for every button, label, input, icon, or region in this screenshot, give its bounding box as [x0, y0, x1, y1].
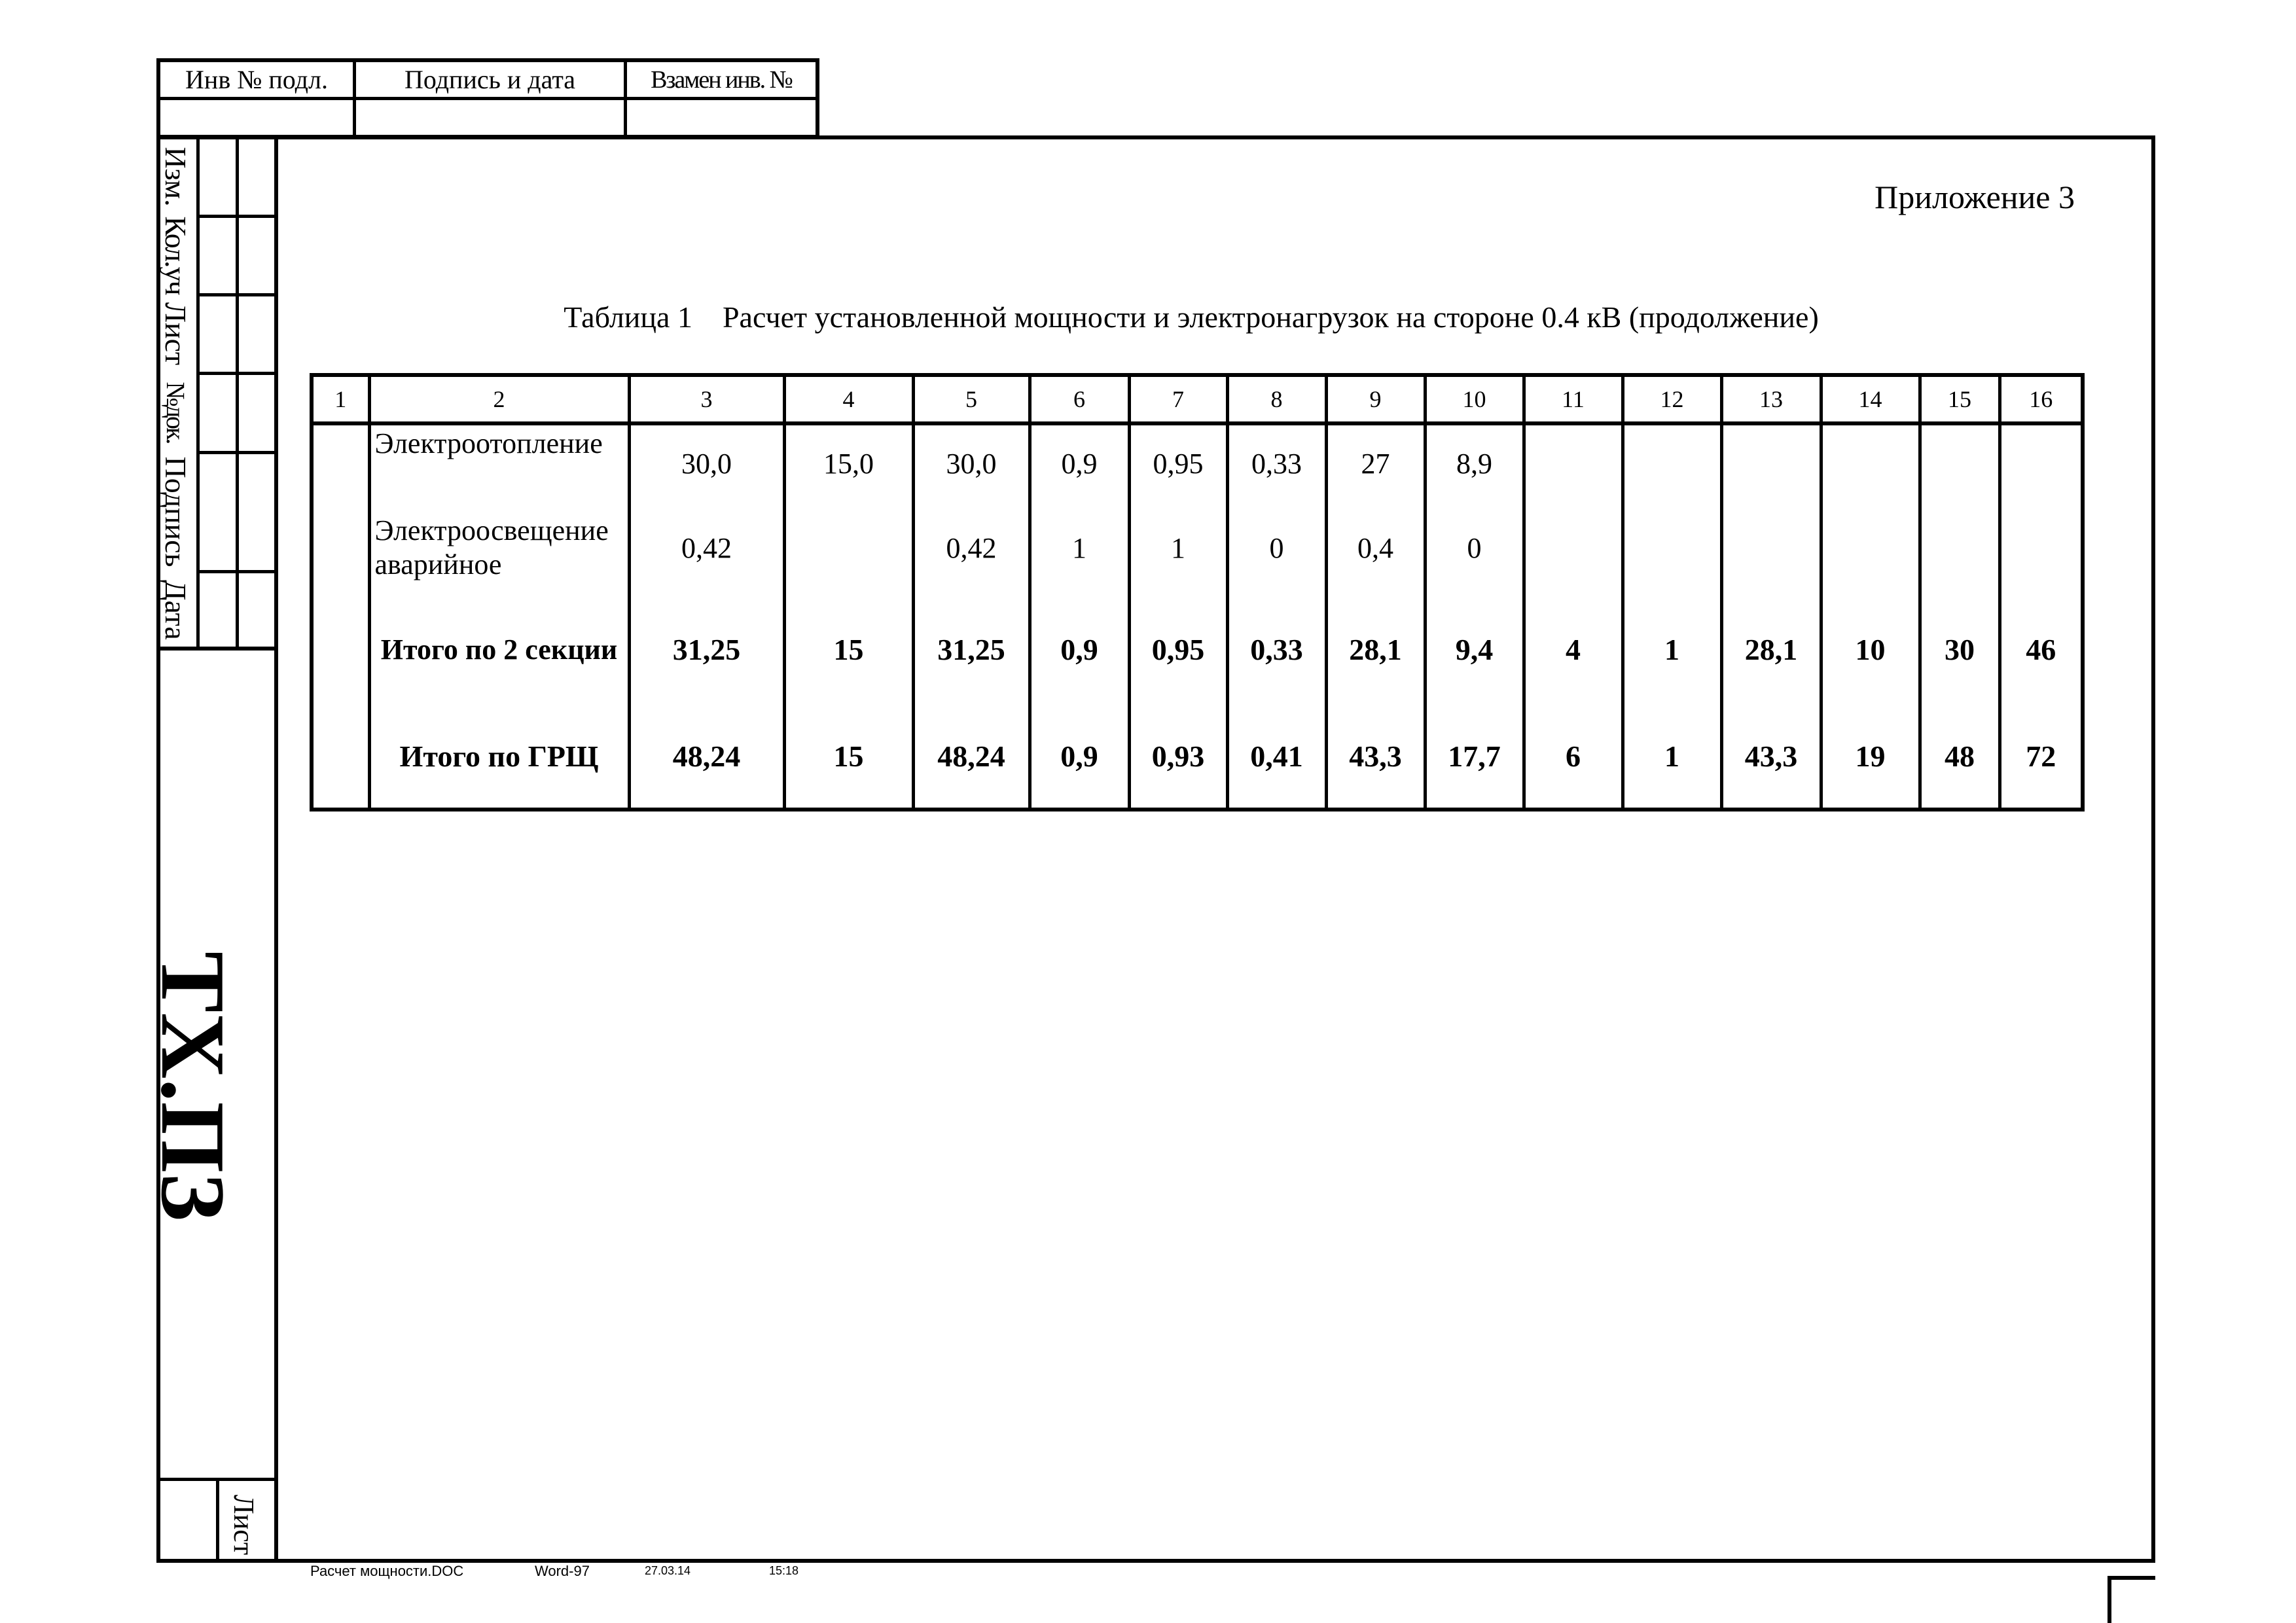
power-calc-table: [310, 373, 2085, 812]
table-cell: 27: [1326, 423, 1425, 502]
sheet-number-label: Лист: [228, 1494, 260, 1556]
table-cell: 0,95: [1129, 423, 1227, 502]
table-cell: 1: [1030, 502, 1129, 594]
table-cell: 0: [1425, 502, 1524, 594]
table-cell: 15: [784, 594, 913, 705]
row-label: Итого по ГРЩ: [369, 705, 629, 810]
footer-date: 27.03.14: [645, 1564, 691, 1577]
side-label-list: Лист: [159, 302, 193, 366]
table-cell: [784, 502, 913, 594]
doc-code: ТХ.ПЗ: [142, 951, 244, 1222]
table-cell: [2000, 423, 2083, 502]
table-cell: 30,0: [629, 423, 784, 502]
header-cell: 6: [1030, 375, 1129, 423]
table-cell: [1524, 423, 1623, 502]
table-cell: 1: [1623, 705, 1721, 810]
table-row: [312, 423, 2083, 502]
header-cell: 8: [1227, 375, 1326, 423]
table-cell: 19: [1821, 705, 1920, 810]
row-label: Итого по 2 секции: [369, 594, 629, 705]
sheet-frame: [156, 135, 2155, 1563]
stamp-header-inv: Инв № подл.: [185, 65, 328, 94]
appendix-label: Приложение 3: [1874, 179, 2075, 215]
table-cell: 48: [1920, 705, 2000, 810]
table-cell: 6: [1524, 705, 1623, 810]
footer-app: Word-97: [535, 1563, 590, 1579]
table-cell: [1623, 423, 1721, 502]
table-cell: 30,0: [913, 423, 1030, 502]
header-cell: 10: [1425, 375, 1524, 423]
table-header-row: [312, 375, 2083, 423]
side-label-kol-uch: Кол.уч: [159, 216, 193, 294]
header-cell: 13: [1721, 375, 1821, 423]
table-cell: 28,1: [1326, 594, 1425, 705]
table-cell: 0,9: [1030, 423, 1129, 502]
header-cell: 5: [913, 375, 1030, 423]
table-cell: 46: [2000, 594, 2083, 705]
table-row-total-section: [312, 594, 2083, 705]
header-cell: 4: [784, 375, 913, 423]
table-cell: 43,3: [1326, 705, 1425, 810]
table-cell: [2000, 502, 2083, 594]
header-cell: 12: [1623, 375, 1721, 423]
header-cell: 15: [1920, 375, 2000, 423]
table-cell: 0,9: [1030, 705, 1129, 810]
table-caption: Таблица 1 Расчет установленной мощности и электронагрузок на стороне 0.4 кВ (продолжение): [564, 300, 1819, 334]
table-cell: 0,33: [1227, 423, 1326, 502]
table-cell: 28,1: [1721, 594, 1821, 705]
table-cell: 10: [1821, 594, 1920, 705]
table-cell: 0,95: [1129, 594, 1227, 705]
table-cell: 30: [1920, 594, 2000, 705]
table-cell: 9,4: [1425, 594, 1524, 705]
header-cell: 7: [1129, 375, 1227, 423]
stamp-header-replace-inv: Взамен инв. №: [651, 65, 792, 94]
corner-mark: [2108, 1576, 2155, 1580]
row-label: Электроотопление: [369, 423, 629, 502]
table-cell: 31,25: [629, 594, 784, 705]
table-cell: 0,33: [1227, 594, 1326, 705]
table-cell: 31,25: [913, 594, 1030, 705]
header-cell: 9: [1326, 375, 1425, 423]
table-cell: [1524, 502, 1623, 594]
table-cell: [1623, 502, 1721, 594]
table-cell: 43,3: [1721, 705, 1821, 810]
table-cell: 0,4: [1326, 502, 1425, 594]
table-cell: 8,9: [1425, 423, 1524, 502]
stamp-header-signature-date: Подпись и дата: [404, 65, 576, 94]
table-cell: 1: [1623, 594, 1721, 705]
header-cell: 14: [1821, 375, 1920, 423]
table-cell: 72: [2000, 705, 2083, 810]
table-cell: 15,0: [784, 423, 913, 502]
table-cell: 0,41: [1227, 705, 1326, 810]
table-cell: [1721, 502, 1821, 594]
table-cell: 48,24: [913, 705, 1030, 810]
table-cell: [1821, 502, 1920, 594]
table-row-total-grsch: [312, 705, 2083, 810]
footer-time: 15:18: [769, 1564, 799, 1577]
side-label-ndok: №док.: [161, 382, 191, 443]
table-cell: [1721, 423, 1821, 502]
row-label: Электроосвещение аварийное: [369, 502, 629, 594]
table-cell: 1: [1129, 502, 1227, 594]
header-cell: 16: [2000, 375, 2083, 423]
side-label-izm: Изм.: [159, 147, 193, 207]
table-cell: 17,7: [1425, 705, 1524, 810]
table-cell: 0: [1227, 502, 1326, 594]
side-label-podpis: Подпись: [159, 456, 193, 567]
table-cell: 0,42: [913, 502, 1030, 594]
footer-filename: Расчет мощности.DOC: [310, 1563, 464, 1579]
table-cell: 15: [784, 705, 913, 810]
table-cell: [1821, 423, 1920, 502]
table-cell: 0,93: [1129, 705, 1227, 810]
header-cell: 11: [1524, 375, 1623, 423]
table-cell: [1920, 502, 2000, 594]
table-cell: 48,24: [629, 705, 784, 810]
header-cell: 3: [629, 375, 784, 423]
side-label-data: Дата: [159, 580, 193, 640]
table-cell: [1920, 423, 2000, 502]
table-cell: 0,42: [629, 502, 784, 594]
table-cell: 0,9: [1030, 594, 1129, 705]
table-cell: 4: [1524, 594, 1623, 705]
header-cell: 2: [369, 375, 629, 423]
table-row: [312, 502, 2083, 594]
header-cell: 1: [312, 375, 369, 423]
